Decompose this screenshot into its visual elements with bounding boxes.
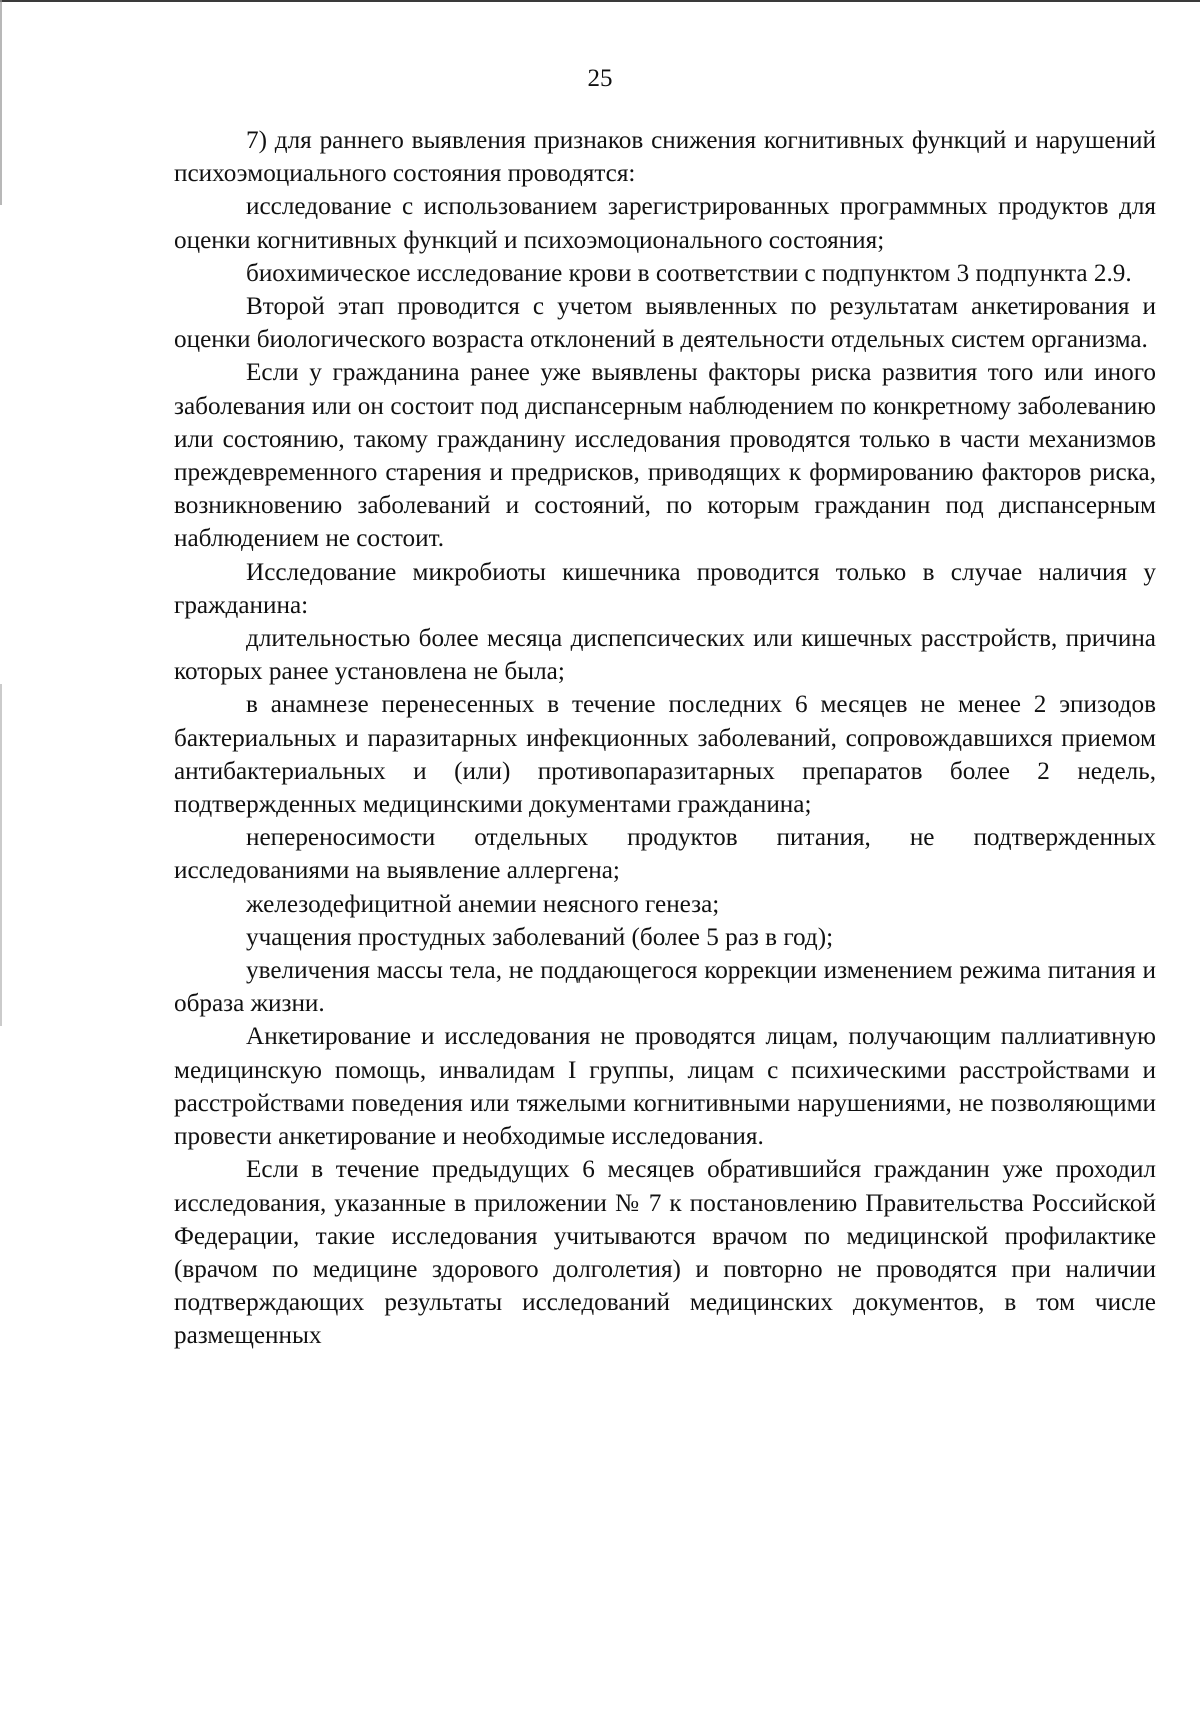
paragraph-previous-studies: Если в течение предыдущих 6 месяцев обратившийся гражданин уже проходил исследования, указанные в приложении № 7 к постановлению Правительства Российской Федерации, такие исследования учитываются врачом по медицинской профилактике (врачом по медицине здорового долголетия) и повторно не проводятся при наличии подтверждающих результаты исследований медицинских документов, в том числе размещенных	[174, 1156, 1156, 1350]
document-body	[174, 124, 1156, 1353]
paragraph-software-study: исследование с использованием зарегистрированных программных продуктов для оценки когнитивных функций и психоэмоционального состояния;	[174, 193, 1156, 254]
paragraph-blood-study: биохимическое исследование крови в соответствии с подпунктом 3 подпункта 2.9.	[246, 259, 1132, 287]
paragraph-exclusions: Анкетирование и исследования не проводятся лицам, получающим паллиативную медицинскую помощь, инвалидам I группы, лицам с психическими расстройствами и расстройствами поведения или тяжелыми когнитивными нарушениями, не позволяющими провести анкетирование и необходимые исследования.	[174, 1023, 1156, 1151]
paragraph-anamnesis: в анамнезе перенесенных в течение последних 6 месяцев не менее 2 эпизодов бактериальных и паразитарных инфекционных заболеваний, сопровождавшихся приемом антибактериальных и (или) противопаразитарных препаратов более 2 недель, подтвержденных медицинскими документами гражданина;	[174, 691, 1156, 819]
paragraph-colds: учащения простудных заболеваний (более 5 раз в год);	[246, 923, 834, 951]
paragraph-anemia: железодефицитной анемии неясного генеза;	[246, 890, 720, 918]
paragraph-second-stage: Второй этап проводится с учетом выявленных по результатам анкетирования и оценки биологического возраста отклонений в деятельности отдельных систем организма.	[174, 293, 1156, 354]
paragraph-intolerance: непереносимости отдельных продуктов питания, не подтвержденных исследованиями на выявление аллергена;	[174, 824, 1156, 885]
paragraph-dyspepsia: длительностью более месяца диспепсических или кишечных расстройств, причина которых ранее установлена не была;	[174, 625, 1156, 686]
paragraph-body-mass: увеличения массы тела, не поддающегося коррекции изменением режима питания и образа жизни.	[174, 957, 1156, 1018]
paragraph-risk-factors: Если у гражданина ранее уже выявлены факторы риска развития того или иного заболевания или он состоит под диспансерным наблюдением по конкретному заболеванию или состоянию, такому гражданину исследования проводятся только в части механизмов преждевременного старения и предрисков, приводящих к формированию факторов риска, возникновению заболеваний и состояний, по которым гражданин под диспансерным наблюдением не состоит.	[174, 359, 1156, 553]
paragraph-microbiota: Исследование микробиоты кишечника проводится только в случае наличия у гражданина:	[174, 558, 1156, 619]
scan-left-edge	[0, 0, 2, 1710]
paragraph-item-7: 7) для раннего выявления признаков снижения когнитивных функций и нарушений психоэмоциального состояния проводятся:	[174, 127, 1156, 188]
scan-top-edge	[0, 0, 1200, 2]
page-number: 25	[587, 65, 613, 92]
